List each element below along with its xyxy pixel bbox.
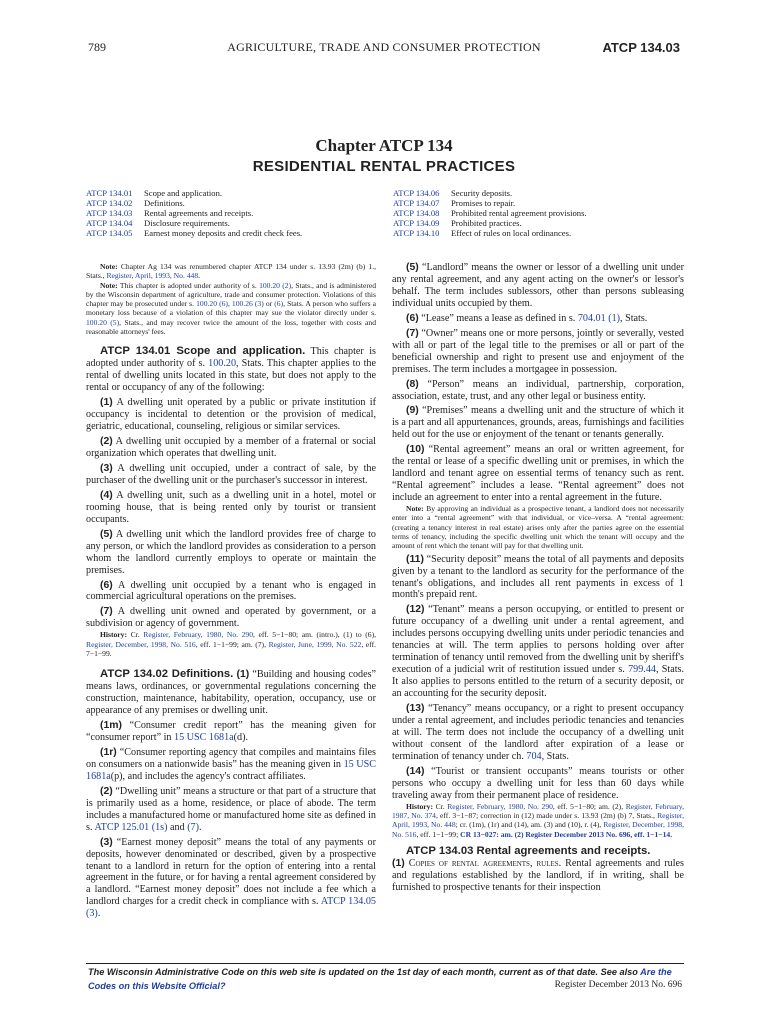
toc-item bbox=[86, 208, 302, 218]
definition: (12) “Tenant” means a person occupying, or entitled to present or future occupancy of a dwelling unit under a rental agreement, and includes persons occupying dwelling units under periodic tenancies and tenancies at will. The term applies to persons holding over after termination of tenancy until removed from the dwelling unit by sheriff's execution of a judicial writ of restitution issued under s. 799.44, Stats. It also applies to persons entitled to the return of a security deposit, or an accounting for the security deposit. bbox=[392, 604, 684, 700]
section-heading: ATCP 134.03 Rental agreements and receipts. bbox=[406, 844, 651, 857]
statute-link[interactable]: 100.20 (5) bbox=[86, 317, 120, 327]
left-column bbox=[86, 262, 376, 920]
chapter-subtitle: RESIDENTIAL RENTAL PRACTICES bbox=[252, 158, 516, 175]
register-link[interactable]: Register, April, 1993, No. 448 bbox=[106, 271, 199, 281]
definition: (14) “Tourist or transient occupants” means tourists or other persons who occupy a dwelling unit for less than 60 days while traveling away from their permanent place of residence. bbox=[392, 765, 684, 801]
toc-title: Scope and application. bbox=[144, 188, 223, 198]
statute-link[interactable]: 704 bbox=[526, 750, 542, 762]
toc-link[interactable]: ATCP 134.10 bbox=[393, 228, 440, 238]
toc-link[interactable]: ATCP 134.03 bbox=[86, 208, 133, 218]
toc-title: Security deposits. bbox=[451, 188, 513, 198]
subsection: (4) A dwelling unit, such as a dwelling unit in a hotel, motel or rooming house, that is being rented only by tourist or transient occupants. bbox=[86, 489, 376, 525]
section-heading: ATCP 134.02 Definitions. bbox=[100, 668, 234, 681]
definition: (10) “Rental agreement” means an oral or written agreement, for the rental or lease of a specific dwelling unit or premises, in which the landlord and tenant agree on essential terms of tenancy such as rent. “Rental agreement” includes a lease. “Rental agreement” does not include an agreement to enter into a rental agreement in the future. bbox=[392, 444, 684, 504]
statute-link[interactable]: 799.44 bbox=[628, 664, 656, 676]
toc-item bbox=[86, 218, 302, 228]
register-link[interactable]: Register, April, 1993, No. 448 bbox=[392, 810, 684, 830]
running-header-title: AGRICULTURE, TRADE AND CONSUMER PROTECTION bbox=[227, 40, 541, 54]
toc-link[interactable]: ATCP 134.07 bbox=[393, 198, 440, 208]
toc-right bbox=[393, 188, 587, 238]
toc-left bbox=[86, 188, 302, 238]
toc-item bbox=[393, 228, 587, 238]
footer-rule bbox=[86, 963, 684, 964]
statute-link[interactable]: 100.20 (2) bbox=[259, 280, 292, 290]
subsection: (5) A dwelling unit which the landlord provides free of charge to any person, or which the landlord provides as consideration to a person whom the landlord currently employs to operate or maintain the premises. bbox=[86, 528, 376, 576]
usc-link[interactable]: 15 USC 1681a bbox=[86, 758, 376, 782]
toc-title: Effect of rules on local ordinances. bbox=[451, 228, 572, 238]
subsection: (6) A dwelling unit occupied by a tenant who is engaged in commercial agricultural operations on the premises. bbox=[86, 579, 376, 603]
definition: (5) “Landlord” means the owner or lessor of a dwelling unit under any rental agreement, and any agent acting on the owner's or lessor's behalf. The term includes sublessors, other than persons subleasing individual units occupied by them. bbox=[392, 262, 684, 309]
code-link[interactable]: ATCP 134.05 (3) bbox=[86, 896, 376, 920]
definition: (8) “Person” means an individual, partnership, corporation, association, estate, trust, and any other legal or business entity. bbox=[392, 378, 684, 402]
footer-register: Register December 2013 No. 696 bbox=[554, 980, 682, 990]
page-number: 789 bbox=[88, 40, 106, 54]
definition: (13) “Tenancy” means occupancy, or a right to present occupancy under a rental agreement, and includes periodic tenancies and tenancies at will. The term does not include the occupancy of a dwelling unit without consent of the landlord after expiration of a lease or termination of tenancy under ch. 704, Stats. bbox=[392, 703, 684, 762]
register-link[interactable]: Register, December, 1998, No. 516 bbox=[86, 639, 196, 649]
right-column bbox=[392, 262, 684, 894]
definition: (1r) “Consumer reporting agency that compiles and maintains files on consumers on a nationwide basis” has the meaning given in 15 USC 1681a(p), and includes the agency's contract affiliates. bbox=[86, 746, 376, 782]
subsection: (1) A dwelling unit operated by a public or private institution if occupancy is incidental to detention or the provision of medical, geriatric, educational, counseling, religious or similar services. bbox=[86, 397, 376, 433]
section-134-02: ATCP 134.02 Definitions. (1) “Building and housing codes” means laws, ordinances, or governmental regulations concerning the construction, maintenance, habitability, operation, occupancy, use or appearance of any premises or dwelling unit. bbox=[86, 668, 377, 717]
statute-link[interactable]: 100.26 (3) bbox=[231, 299, 264, 309]
toc-item bbox=[86, 228, 302, 238]
toc-item bbox=[393, 218, 587, 228]
toc-item bbox=[86, 188, 302, 198]
definition: (2) “Dwelling unit” means a structure or that part of a structure that is primarily used as a home, residence, or place of abode. The term includes a manufactured home or manufactured home site as defined in s. ATCP 125.01 (1s) and (7). bbox=[86, 785, 376, 833]
toc-link[interactable]: ATCP 134.04 bbox=[86, 218, 133, 228]
statute-link[interactable]: 704.01 (1) bbox=[577, 312, 621, 324]
toc-title: Prohibited practices. bbox=[451, 218, 522, 228]
register-link[interactable]: Register, February, 1987, No. 374 bbox=[392, 801, 684, 820]
definition: (11) “Security deposit” means the total of all payments and deposits given by a tenant to the landlord as security for the performance of the tenant's obligations, and includes all rent payments in excess of 1 month's prepaid rent. bbox=[392, 553, 684, 601]
official-codes-link[interactable]: Are the Codes on this Website Official? bbox=[88, 967, 672, 991]
usc-link[interactable]: 15 USC 1681a bbox=[174, 732, 234, 743]
section-heading: ATCP 134.01 Scope and application. bbox=[100, 345, 306, 358]
toc-link[interactable]: ATCP 134.08 bbox=[393, 208, 440, 218]
toc-title: Earnest money deposits and credit check fees. bbox=[144, 228, 303, 238]
note-authority: Note: This chapter is adopted under authority of s. 100.20 (2), Stats., and is administered by the Wisconsin department of agriculture, trade and consumer protection. Violations of this chapter may be prosecuted under s. 100.20 (6), 100.26 (3) or (6), Stats. A person who suffers a monetary loss because of a violation of this chapter may sue the violator directly under s. 100.20 (5), Stats., and may recover twice the amount of the loss, together with costs and reasonable attorneys' fees. bbox=[86, 280, 377, 337]
section-134-01: ATCP 134.01 Scope and application. This chapter is adopted under authority of s. 100.20, Stats. This chapter applies to the rental of dwelling units located in this state, but does not apply to the rental or occupancy of any of the following: bbox=[86, 345, 376, 394]
toc-link[interactable]: ATCP 134.09 bbox=[393, 218, 440, 228]
definition: (6) “Lease” means a lease as defined in s. 704.01 (1), Stats. bbox=[406, 312, 648, 324]
toc-title: Disclosure requirements. bbox=[144, 218, 230, 228]
subsection: (3) A dwelling unit occupied, under a contract of sale, by the purchaser of the dwelling unit or the purchaser's successor in interest. bbox=[86, 462, 376, 486]
history-note: History: Cr. Register, February, 1980, No. 290, eff. 5−1−80; am. (intro.), (1) to (6), Register, December, 1998, No. 516, eff. 1−1−99; am. (7), Register, June, 1999, No. 522, eff. 7−1−99. bbox=[86, 630, 376, 658]
toc-title: Prohibited rental agreement provisions. bbox=[451, 208, 587, 218]
definition: (7) “Owner” means one or more persons, jointly or severally, vested with all or part of the legal title to the premises or all or part of the beneficial ownership and right to present use and enjoyment of the premises. The term includes a mortgagee in possession. bbox=[392, 327, 684, 375]
register-link[interactable]: CR 13−027: am. (2) Register December 2013 No. 696, eff. 1−1−14. bbox=[460, 829, 673, 839]
definition: (1m) “Consumer credit report” has the meaning given for “consumer report” in 15 USC 1681a(d). bbox=[86, 720, 376, 743]
register-link[interactable]: Register, February, 1980, No. 290 bbox=[143, 630, 254, 640]
toc-title: Rental agreements and receipts. bbox=[144, 208, 254, 218]
statute-link[interactable]: (6) bbox=[274, 299, 284, 309]
toc-title: Definitions. bbox=[144, 198, 185, 208]
chapter-title: Chapter ATCP 134 bbox=[315, 136, 453, 155]
code-link[interactable]: ATCP 125.01 (1s) bbox=[94, 821, 168, 833]
toc-title: Promises to repair. bbox=[451, 198, 516, 208]
toc-link[interactable]: ATCP 134.02 bbox=[86, 198, 133, 208]
note-renumbered: Note: Chapter Ag 134 was renumbered chapter ATCP 134 under s. 13.93 (2m) (b) 1., Stats., Register, April, 1993, No. 448. bbox=[86, 262, 376, 281]
register-link[interactable]: Register, December, 1998, No. 516 bbox=[392, 820, 684, 839]
code-link[interactable]: (7) bbox=[187, 821, 199, 833]
definition: (9) “Premises” means a dwelling unit and the structure of which it is a part and all appurtenances, grounds, areas, furnishings and facilities held out for the use or enjoyment of the tenant or tenants generally. bbox=[392, 405, 684, 441]
statute-link[interactable]: 100.20 (6) bbox=[196, 299, 228, 309]
running-header-section: ATCP 134.03 bbox=[602, 40, 680, 55]
toc-item bbox=[393, 198, 587, 208]
toc-item bbox=[86, 198, 302, 208]
register-link[interactable]: Register, February, 1980, No. 290 bbox=[447, 801, 553, 811]
toc-link[interactable]: ATCP 134.06 bbox=[393, 188, 440, 198]
subsection: (2) A dwelling unit occupied by a member of a fraternal or social organization which operates that dwelling unit. bbox=[86, 436, 376, 459]
note-rental-agreement: Note: By approving an individual as a prospective tenant, a landlord does not necessarily enter into a “rental agreement” with that individual, or vice–versa. A “rental agreement: (creating a tenancy interest in real estate) arises only after the parties agree on the essential terms of tenancy, including the specific dwelling unit which the tenant will occupy and the amount of rent which the tenant will pay for that dwelling unit. bbox=[392, 504, 684, 551]
statute-link[interactable]: 100.20 bbox=[208, 358, 236, 370]
toc-item bbox=[393, 208, 587, 218]
register-link[interactable]: Register, June, 1999, No. 522 bbox=[268, 639, 362, 649]
subsection: (7) A dwelling unit owned and operated by government, or a subdivision or agency of government. bbox=[86, 606, 376, 630]
toc-link[interactable]: ATCP 134.01 bbox=[86, 188, 133, 198]
definition: (3) “Earnest money deposit” means the total of any payments or deposits, however denominated or described, given by a prospective tenant to a landlord in return for the option of entering into a rental agreement in the future, or for having a rental agreement considered by a landlord. “Earnest money deposit” does not include a fee which a landlord charges for a credit check in compliance with s. ATCP 134.05 (3). bbox=[86, 836, 376, 920]
section-134-03: ATCP 134.03 Rental agreements and receipts. (1) Copies of rental agreements, rules. Rental agreements and rules and regulations established by the landlord, if in writing, shall be furnished to prospective tenants for their inspection bbox=[392, 844, 684, 893]
toc-item bbox=[393, 188, 587, 198]
history-note: History: Cr. Register, February, 1980, No. 290, eff. 5−1−80; am. (2), Register, February, 1987, No. 374, eff. 3−1−87; correction in (12) made under s. 13.93 (2m) (b) 7, Stats., Register, April, 1993, No. 448; cr. (1m), (1r) and (14), am. (3) and (10), r. (4), Register, December, 1998, No. 516, eff. 1−1−99; CR 13−027: am. (2) Register December 2013 No. 696, eff. 1−1−14. bbox=[392, 801, 684, 839]
toc-link[interactable]: ATCP 134.05 bbox=[86, 228, 133, 238]
footer-notice: The Wisconsin Administrative Code on this web site is updated on the 1st day of each month, current as of that date. See also Are the Codes on this Website Official? bbox=[88, 967, 672, 991]
